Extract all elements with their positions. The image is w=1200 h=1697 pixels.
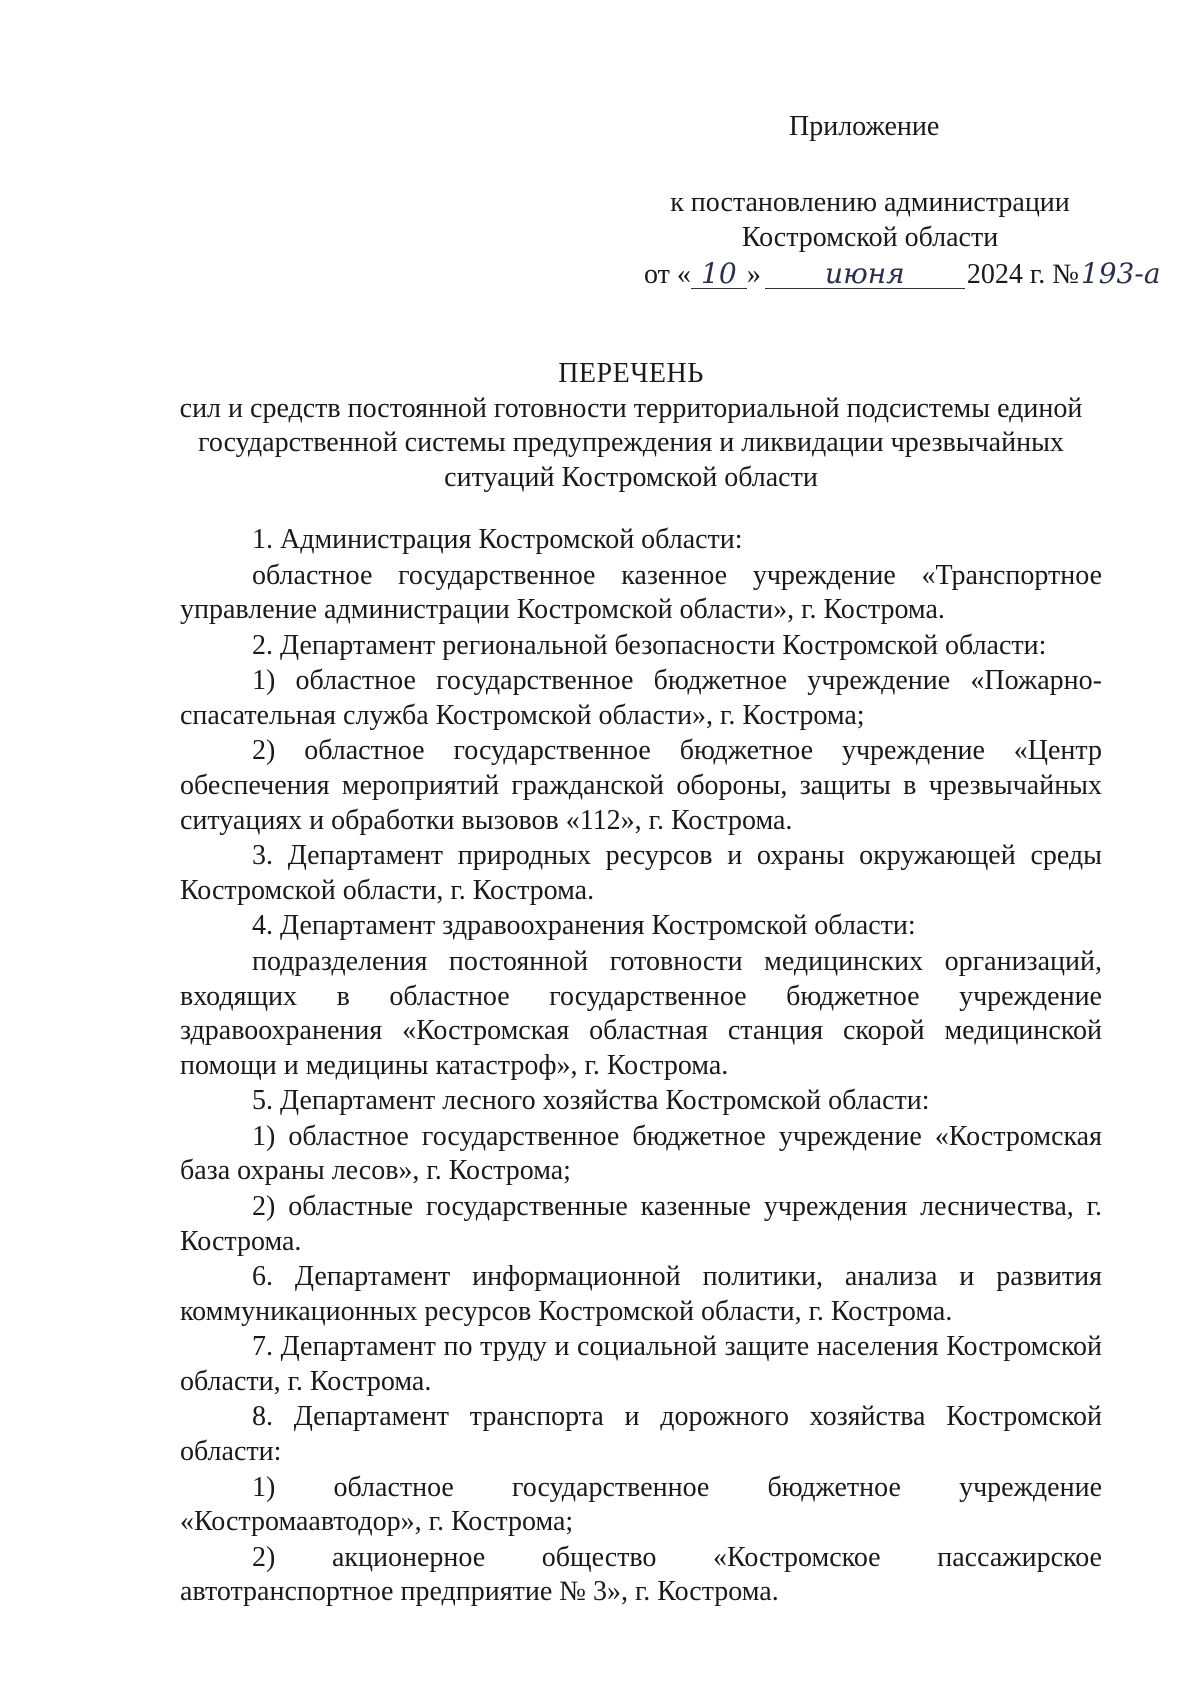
list-item: 8. Департамент транспорта и дорожного хозяйства Костромской области:: [180, 1401, 1102, 1468]
date-year: 2024 г. №: [966, 259, 1079, 290]
list-item: подразделения постоянной готовности медицинских организаций, входящих в областное государственное бюджетное учреждение здравоохранения «Костромская областная станция скорой медицинской помощи и медицины катастроф», г. Кострома.: [180, 945, 1102, 1081]
handwritten-document-number: 193-а: [1080, 257, 1161, 290]
list-item: 5. Департамент лесного хозяйства Костромской области:: [252, 1085, 930, 1117]
resolution-date-line: [644, 258, 1161, 293]
title-subtitle: сил и средств постоянной готовности территориальной подсистемы единой государственной системы предупреждения и ликвидации чрезвычайных ситуаций Костромской области: [179, 392, 1083, 493]
list-item: 7. Департамент по труду и социальной защите населения Костромской области, г. Кострома.: [180, 1331, 1102, 1397]
date-quote-close: »: [746, 259, 761, 290]
handwritten-month: июня: [765, 259, 965, 289]
list-item: 1. Администрация Костромской области:: [252, 524, 743, 555]
list-item: 6. Департамент информационной политики, анализа и развития коммуникационных ресурсов Костромской области, г. Кострома.: [180, 1261, 1102, 1327]
document-title: [160, 357, 1102, 495]
title-main: ПЕРЕЧЕНЬ: [558, 358, 704, 389]
list-item: 2) областное государственное бюджетное учреждение «Центр обеспечения мероприятий гражданской обороны, защиты в чрезвычайных ситуациях и обработки вызовов «112», г. Кострома.: [180, 735, 1102, 836]
resolution-ref-line-2: Костромской области: [741, 221, 999, 253]
date-prefix: от «: [644, 259, 691, 290]
list-item: 2) акционерное общество «Костромское пассажирское автотранспортное предприятие № 3», г. Кострома.: [180, 1541, 1102, 1608]
appendix-label: Приложение: [789, 111, 940, 142]
list-item: 2) областные государственные казенные учреждения лесничества, г. Кострома.: [180, 1190, 1102, 1257]
list-item: 4. Департамент здравоохранения Костромской области:: [252, 910, 916, 942]
resolution-ref-line-1: к постановлению администрации: [670, 187, 1070, 218]
list-item: 1) областное государственное бюджетное учреждение «Пожарно-спасательная служба Костромской области», г. Кострома;: [180, 665, 1102, 731]
list-item: областное государственное казенное учреждение «Транспортное управление администрации Костромской области», г. Кострома.: [180, 559, 1102, 626]
list-item: 2. Департамент региональной безопасности Костромской области:: [252, 629, 1047, 661]
list-item: 1) областное государственное бюджетное учреждение «Костромская база охраны лесов», г. Кострома;: [180, 1120, 1102, 1187]
handwritten-day: 10: [691, 259, 747, 289]
list-item: 3. Департамент природных ресурсов и охраны окружающей среды Костромской области, г. Кострома.: [180, 840, 1102, 906]
resolution-reference: [600, 186, 1140, 255]
list-item: 1) областное государственное бюджетное учреждение «Костромаавтодор», г. Кострома;: [180, 1471, 1102, 1538]
document-body: [180, 523, 1102, 1611]
